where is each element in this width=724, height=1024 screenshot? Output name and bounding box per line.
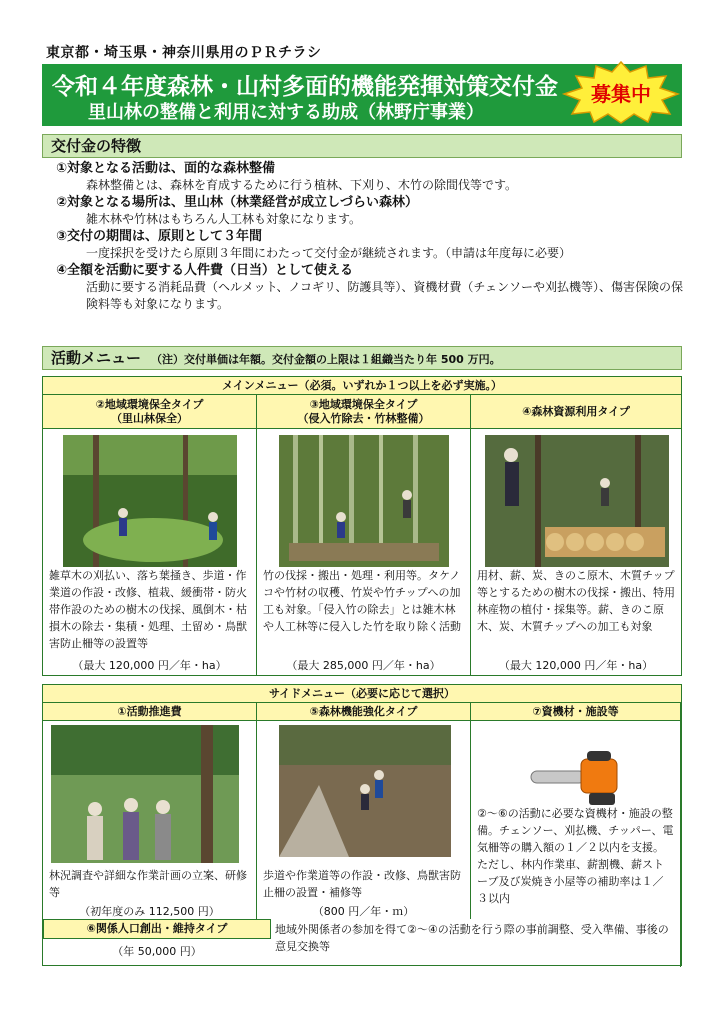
trail-building-photo xyxy=(279,725,451,857)
col-head-line1: ④森林資源利用タイプ xyxy=(522,405,630,418)
side-menu-col xyxy=(257,703,471,919)
col-head: ⑥関係人口創出・維持タイプ xyxy=(43,919,271,939)
col-price: （初年度のみ 112,500 円） xyxy=(79,905,220,918)
features-heading: 交付金の特徴 xyxy=(42,134,682,158)
col-desc: 林況調査や詳細な作業計画の立案、研修等 xyxy=(49,869,247,899)
side-menu-title: サイドメニュー（必要に応じて選択） xyxy=(43,685,681,703)
feature-body: 活動に要する消耗品費（ヘルメット、ノコギリ、防護具等）、資機材費（チェンソーや刈払機等）、傷害保険の保険料等も対象になります。 xyxy=(86,280,684,311)
col-desc: 雑草木の刈払い、落ち葉掻き、歩道・作業道の作設・改修、植栽、緩衝帯・防火帯作設のための樹木の伐採、風倒木・枯損木の除去・集積・処理、土留め・鳥獣害防止柵等の設置等 xyxy=(49,569,247,650)
col-head-line1: ③地域環境保全タイプ xyxy=(309,398,418,411)
side-extra-desc: 地域外関係者の参加を得て②～④の活動を行う際の事前調整、受入準備、事後の意見交換等 xyxy=(275,923,669,953)
col-head-line2: （里山林保全） xyxy=(111,412,188,425)
forest-work-photo xyxy=(63,435,237,567)
col-head: ⑤森林機能強化タイプ xyxy=(257,703,470,721)
col-price: （最大 120,000 円／年・ha） xyxy=(72,659,227,672)
col-price: （最大 120,000 円／年・ha） xyxy=(498,659,654,672)
log-cutting-photo xyxy=(485,435,669,567)
col-head-line1: ②地域環境保全タイプ xyxy=(95,398,204,411)
chainsaw-icon xyxy=(529,747,629,813)
col-desc: ②～⑥の活動に必要な資機材・施設の整備。チェンソー、刈払機、チッパー、電気柵等の購入額の１／２以内を支援。ただし、林内作業車、薪割機、薪ストーブ及び炭焼き小屋等の補助率は１／３以内 xyxy=(477,807,674,905)
col-price: （最大 285,000 円／年・ha） xyxy=(286,659,441,672)
feature-title: ①対象となる活動は、面的な森林整備 xyxy=(56,161,276,176)
col-desc: 歩道や作業道等の作設・改修、鳥獣害防止柵の設置・補修等 xyxy=(263,869,461,899)
col-head xyxy=(471,395,681,429)
col-head xyxy=(257,395,470,429)
col-head: ①活動推進費 xyxy=(43,703,256,721)
feature-title: ②対象となる場所は、里山林（林業経営が成立しづらい森林） xyxy=(56,195,419,210)
side-menu-col xyxy=(43,703,257,919)
page-title: 令和４年度森林・山村多面的機能発揮対策交付金 xyxy=(52,74,558,100)
feature-list xyxy=(56,160,686,313)
recruiting-badge xyxy=(562,60,680,124)
col-desc: 竹の伐採・搬出・処理・利用等。タケノコや竹材の収穫、竹炭や竹チップへの加工も対象。「侵入竹の除去」とは雑木林や人工林等に侵入した竹を取り除く活動 xyxy=(263,569,461,633)
feature-body: 森林整備とは、森林を育成するために行う植林、下刈り、木竹の除間伐等です。 xyxy=(86,178,518,192)
col-head xyxy=(43,395,256,429)
feature-item xyxy=(56,262,686,313)
page-subtitle: 里山林の整備と利用に対する助成（林野庁事業） xyxy=(88,102,484,123)
main-menu-col xyxy=(471,395,681,675)
col-head: ⑦資機材・施設等 xyxy=(471,703,680,721)
side-extra-cell xyxy=(43,919,271,965)
feature-body: 一度採択を受けたら原則３年間にわたって交付金が継続されます。（申請は年度毎に必要） xyxy=(86,246,572,260)
col-price: （800 円／年・ｍ） xyxy=(312,905,415,918)
badge-label: 募集中 xyxy=(591,82,651,106)
main-menu-col xyxy=(43,395,257,675)
feature-title: ④全額を活動に要する人件費（日当）として使える xyxy=(56,263,354,278)
pr-label: 東京都・埼玉県・神奈川県用のＰＲチラシ xyxy=(46,45,322,61)
col-desc: 用材、薪、炭、きのこ原木、木質チップ等とするための樹木の伐採・搬出、特用林産物の植付・採集等。薪、きのこ原木、炭、木質チップへの加工も対象 xyxy=(477,569,675,633)
menu-heading xyxy=(42,346,682,370)
main-menu-title: メインメニュー（必須。いずれか１つ以上を必ず実施。） xyxy=(43,377,681,395)
main-menu-table xyxy=(42,376,682,676)
feature-item xyxy=(56,194,686,228)
col-head-line2: （侵入竹除去・竹林整備） xyxy=(297,412,430,425)
bamboo-work-photo xyxy=(279,435,449,567)
feature-body: 雑木林や竹林はもちろん人工林も対象になります。 xyxy=(86,212,362,226)
feature-item xyxy=(56,228,686,262)
side-menu-table xyxy=(42,684,682,966)
menu-note: （注）交付単価は年額。交付金額の上限は１組織当たり年 500 万円。 xyxy=(151,353,501,366)
col-price: （年 50,000 円） xyxy=(112,945,202,958)
menu-heading-label: 活動メニュー xyxy=(51,349,142,367)
survey-group-photo xyxy=(51,725,239,863)
feature-item xyxy=(56,160,686,194)
feature-title: ③交付の期間は、原則として３年間 xyxy=(56,229,263,244)
main-menu-col xyxy=(257,395,471,675)
